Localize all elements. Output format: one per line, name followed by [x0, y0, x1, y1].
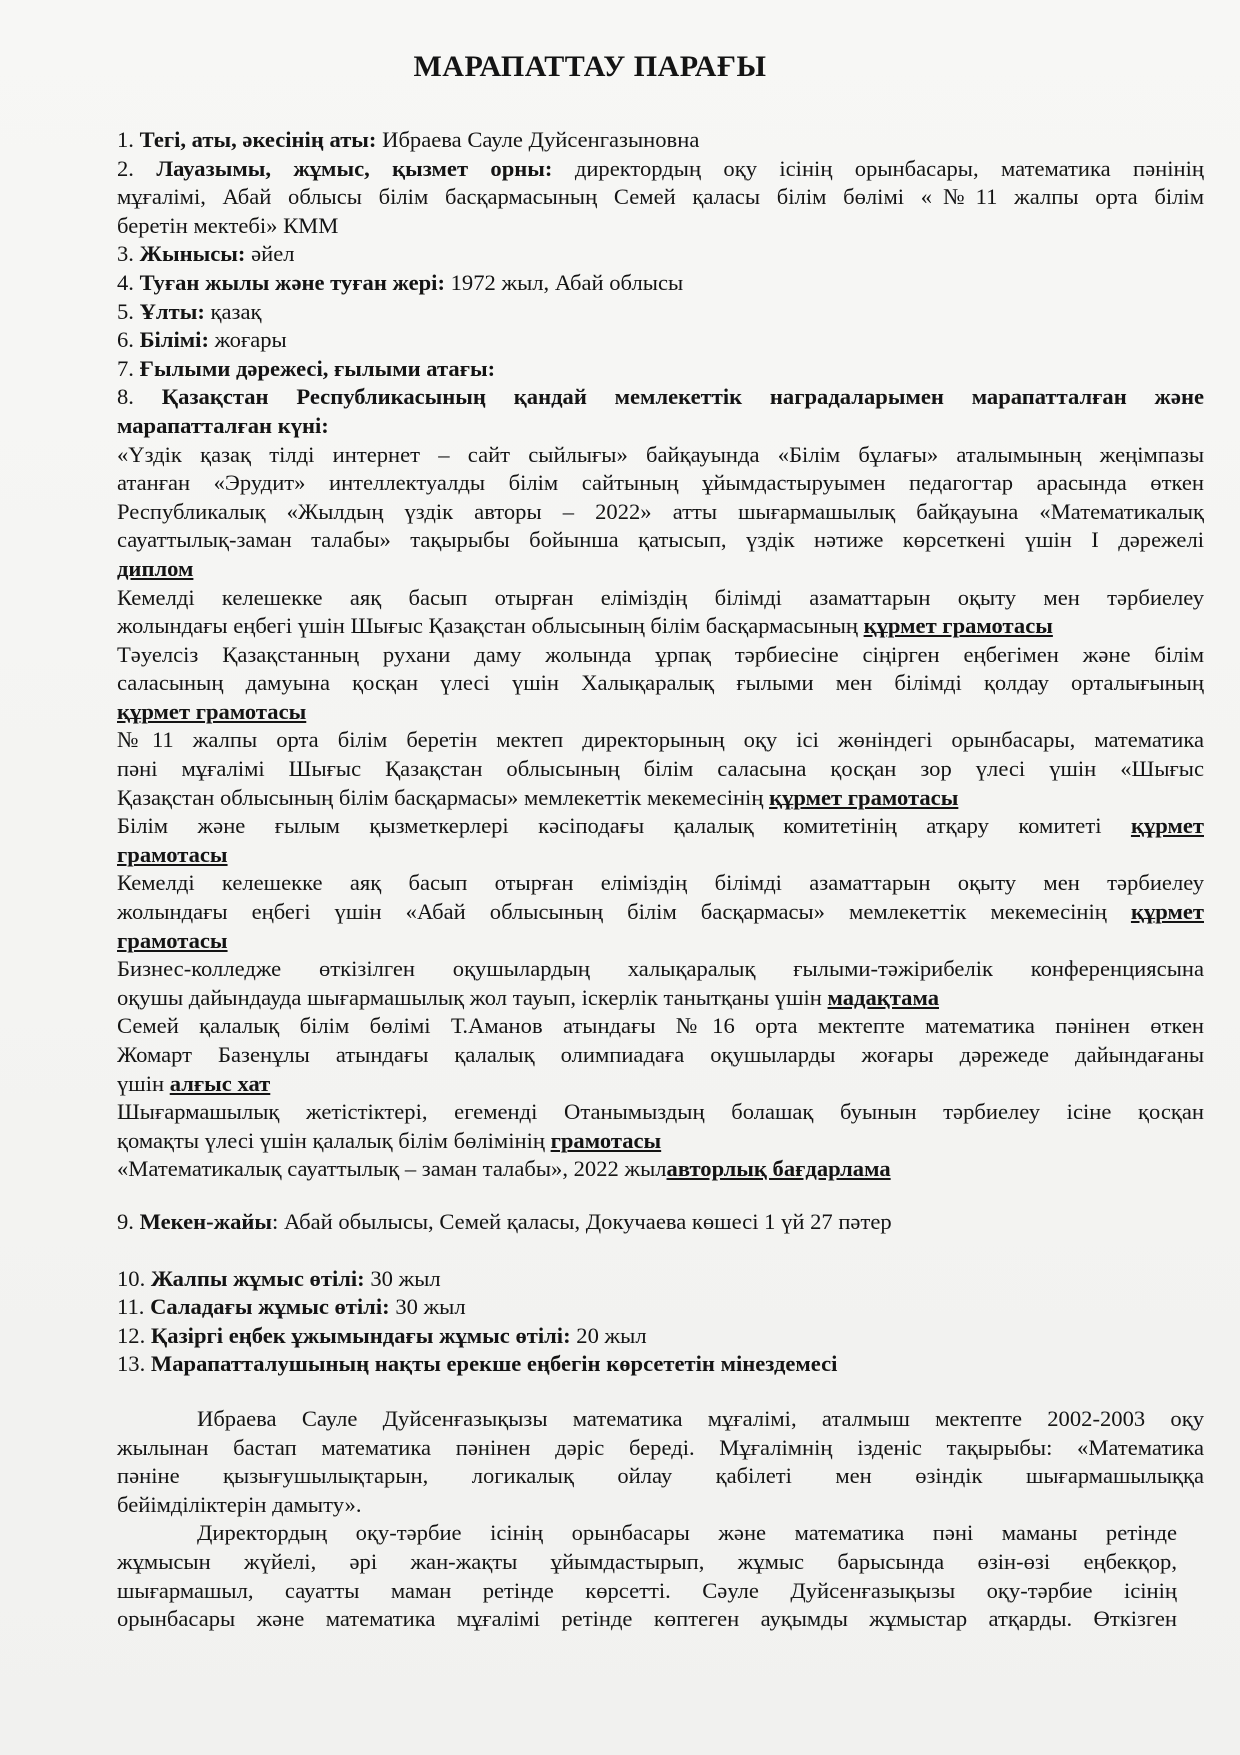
award-text-line: Қазақстан облысының білім басқармасы» мемлекеттік мекемесінің құрмет грамотасы [117, 784, 959, 810]
item-number: 7. [117, 355, 134, 381]
award-text: «Үздік қазақ тілді интернет – сайт сыйлығы» байқауында «Білім бұлағы» аталымының жеңімпазы [117, 441, 1204, 467]
characteristic-para-line: жұмысын жүйелі, әрі жан-жақты ұйымдастырып, жұмыс барысында өзін-өзі еңбекқор, [117, 1548, 1177, 1574]
award-type: авторлық бағдарлама [666, 1156, 891, 1182]
award-type: құрмет грамотасы [863, 613, 1053, 639]
award-text-line: қомақты үлесі үшін қалалық білім бөлімінің грамотасы [117, 1127, 662, 1153]
item-label: Жынысы: [139, 241, 246, 267]
award-text: Республикалық «Жылдың үздік авторы – 2022» атты шығармашылық байқауына «Математикалық [117, 498, 1204, 524]
award-text-line: үшін алғыс хат [117, 1070, 271, 1096]
document-body [117, 126, 1204, 1634]
item-value: қазақ [210, 298, 262, 324]
item-label: Қазіргі еңбек ұжымындағы жұмыс өтілі: [150, 1322, 571, 1348]
item-number: 12. [117, 1322, 146, 1348]
item-label: Марапатталушының нақты ерекше еңбегін көрсететін мінездемесі [150, 1351, 838, 1377]
item-number: 13. [117, 1351, 146, 1377]
award-text: №11 жалпы орта білім беретін мектеп директорының оқу ісі жөніндегі орынбасары, математика [117, 727, 1204, 753]
award-text-line: жолындағы еңбегі үшін «Абай облысының білім басқармасы» мемлекеттік мекемесінің құрмет [117, 899, 1204, 925]
award-type: мадақтама [827, 984, 939, 1010]
item-number: 8. [117, 384, 134, 410]
characteristic-para-line: шығармашыл, сауатты маман ретінде көрсетті. Сәуле Дуйсенғазықызы оқу-тәрбие ісінің [117, 1577, 1177, 1603]
item-9 [117, 1208, 1204, 1237]
item-number: 10. [117, 1265, 146, 1291]
award-text: Бизнес-колледже өткізілген оқушылардың халықаралық ғылыми-тәжірибелік конференциясына [117, 956, 1204, 982]
award-text: пәні мұғалімі Шығыс Қазақстан облысының білім саласына қосқан зор үлесі үшін «Шығыс [117, 756, 1204, 782]
item-10 [117, 1265, 1204, 1294]
award-type: грамотасы [117, 841, 228, 867]
item-label: Қазақстан Республикасының қандай мемлекеттік наградаларымен марапатталған және [161, 384, 1204, 410]
item-8-header [117, 383, 1204, 412]
item-value: 30 жыл [364, 1265, 441, 1291]
item-number: 6. [117, 327, 134, 353]
characteristic-para-line: жылынан бастап математика пәнінен дәріс береді. Мұғалімнің ізденіс тақырыбы: «Математика [117, 1434, 1204, 1460]
item-label: Лауазымы, жұмыс, қызмет орны: [156, 155, 553, 181]
item-value: директордың оқу ісінің орынбасары, математика пәнінің [574, 155, 1204, 181]
item-label: Ғылыми дәрежесі, ғылыми атағы: [139, 355, 496, 381]
award-type: диплом [117, 555, 194, 581]
award-text-line: оқушы дайындауда шығармашылық жол тауып, іскерлік танытқаны үшін мадақтама [117, 984, 939, 1010]
item-6 [117, 326, 1204, 355]
characteristic-para-line: пәніне қызығушылықтарын, логикалық ойлау қабілеті мен өзіндік шығармашылыққа [117, 1463, 1204, 1489]
award-type: құрмет [1130, 813, 1204, 839]
award-type: құрмет грамотасы [769, 784, 959, 810]
item-12 [117, 1322, 1204, 1351]
award-text-line: Білім және ғылым қызметкерлері кәсіподағы қалалық комитетінің атқару комитеті құрмет [117, 813, 1204, 839]
item-2-line: мұғалімі, Абай облысы білім басқармасының Семей қаласы білім бөлімі «№11 жалпы орта білім [117, 184, 1204, 210]
item-label: Туған жылы және туған жері: [139, 269, 445, 295]
characteristic-para-line: Ибраева Сауле Дуйсенғазықызы математика мұғалімі, аталмыш мектепте 2002-2003 оқу [197, 1405, 1204, 1431]
award-text: атанған «Эрудит» интеллектуалды білім сайтының ұйымдастыруымен педагогтар арасында өткен [117, 470, 1204, 496]
award-type: грамотасы [117, 927, 228, 953]
award-text-line: жолындағы еңбегі үшін Шығыс Қазақстан облысының білім басқармасының құрмет грамотасы [117, 613, 1053, 639]
item-2-line: беретін мектебі» КММ [117, 212, 339, 238]
award-text: саласының дамуына қосқан үлесі үшін Халықаралық ғылыми мен білімді қолдау орталығының [117, 670, 1204, 696]
award-text: Шығармашылық жетістіктері, егеменді Отанымыздың болашақ буынын тәрбиелеу ісіне қосқан [117, 1099, 1204, 1125]
item-label: Саладағы жұмыс өтілі: [150, 1294, 390, 1320]
item-1 [117, 126, 1204, 155]
item-4 [117, 269, 1204, 298]
item-label: Білімі: [139, 327, 209, 353]
item-value: 30 жыл [395, 1294, 466, 1320]
item-label: Тегі, аты, әкесінің аты: [139, 127, 377, 152]
item-value: Ибраева Сауле Дуйсенгазыновна [382, 127, 700, 152]
award-text: Жомарт Базенұлы атындағы қалалық олимпиадаға оқушыларды жоғары дәрежеде дайындағаны [117, 1042, 1204, 1067]
characteristic-para-line: бейімділіктерін дамыту». [117, 1491, 362, 1517]
page-title: МАРАПАТТАУ ПАРАҒЫ [413, 50, 767, 83]
item-5 [117, 298, 1204, 327]
item-number: 2. [117, 155, 134, 181]
award-text: Кемелді келешекке аяқ басып отырған еліміздің білімді азаматтарын оқыту мен тәрбиелеу [117, 584, 1204, 610]
item-number: 5. [117, 298, 134, 324]
characteristic-para-line: орынбасары және математика мұғалімі ретінде көптеген ауқымды жұмыстар атқарды. Өткізген [117, 1606, 1177, 1632]
award-type: грамотасы [550, 1127, 662, 1153]
award-type: құрмет грамотасы [117, 698, 307, 724]
item-value: 1972 жыл, Абай облысы [450, 269, 684, 295]
item-8-header-cont: марапатталған күні: [117, 412, 329, 438]
item-3 [117, 240, 1204, 269]
item-label: Ұлты: [139, 298, 205, 324]
characteristic-para-line: Директордың оқу-тәрбие ісінің орынбасары және математика пәні маманы ретінде [197, 1520, 1177, 1546]
award-text: Тәуелсіз Қазақстанның рухани даму жолында ұрпақ тәрбиесіне сіңірген еңбегімен және білім [117, 641, 1204, 667]
item-13 [117, 1350, 1204, 1379]
item-value: әйел [251, 241, 295, 267]
item-label: Мекен-жайы [139, 1208, 273, 1234]
item-number: 4. [117, 269, 134, 295]
item-value: жоғары [214, 327, 287, 353]
item-label: Жалпы жұмыс өтілі: [150, 1265, 365, 1291]
item-value: : Абай обылысы, Семей қаласы, Докучаева көшесі 1 үй 27 пәтер [272, 1208, 892, 1234]
award-type: құрмет [1130, 899, 1204, 925]
award-text: Семей қалалық білім бөлімі Т.Аманов атындағы №16 орта мектепте математика пәнінен өткен [117, 1013, 1204, 1039]
item-7 [117, 355, 1204, 384]
award-type: алғыс хат [169, 1070, 271, 1096]
item-number: 9. [117, 1208, 134, 1234]
item-value: 20 жыл [576, 1322, 647, 1348]
item-11 [117, 1293, 1204, 1322]
award-text: Кемелді келешекке аяқ басып отырған еліміздің білімді азаматтарын оқыту мен тәрбиелеу [117, 870, 1204, 896]
award-text: сауаттылық-заман талабы» тақырыбы бойынша қатысып, үздік нәтиже көрсеткені үшін І дәрежелі [117, 527, 1204, 553]
item-number: 3. [117, 241, 134, 267]
item-number: 1. [117, 127, 134, 152]
item-number: 11. [117, 1294, 145, 1320]
award-text-line: «Математикалық сауаттылық – заман талабы», 2022 жылавторлық бағдарлама [117, 1156, 891, 1182]
item-2-line [117, 155, 1204, 184]
